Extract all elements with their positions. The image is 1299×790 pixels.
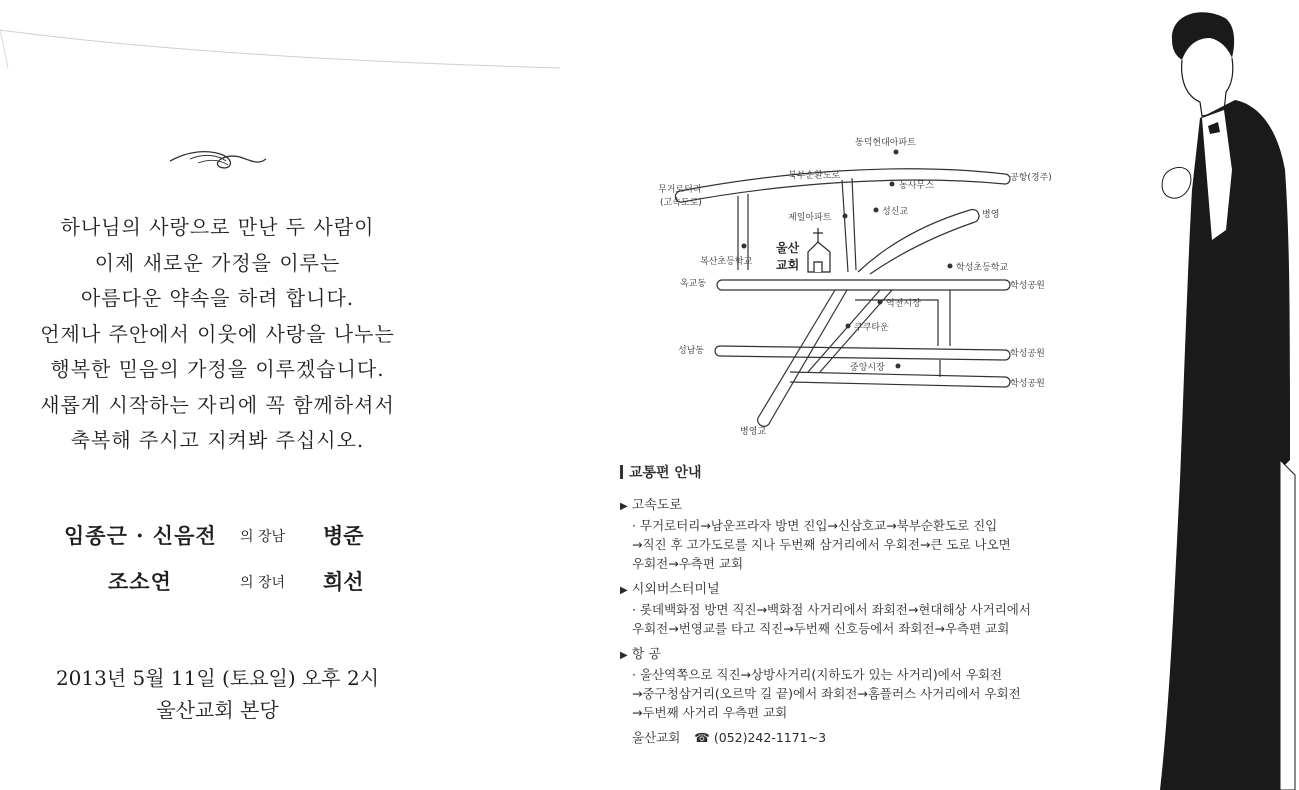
- invitation-verse: [20, 210, 415, 459]
- verse-line: 새롭게 시작하는 자리에 꼭 함께하셔서: [40, 392, 395, 417]
- triangle-bullet-icon: ▶: [620, 501, 628, 512]
- map-label: 제일아파트: [788, 213, 832, 223]
- location-map: [640, 122, 1110, 452]
- map-label: 병영: [982, 210, 1000, 220]
- map-label: 병영교: [740, 427, 767, 437]
- contact-name: 울산교회: [632, 730, 681, 745]
- transport-title: 교통편 안내: [620, 462, 1110, 482]
- ceremony-venue: 울산교회 본당: [156, 698, 279, 722]
- ceremony-datetime: 2013년 5월 11일 (토요일) 오후 2시: [55, 666, 380, 690]
- map-label: 역전시장: [886, 299, 921, 309]
- verse-line: 축복해 주시고 지켜봐 주십시오.: [70, 428, 365, 452]
- groom-name: 병준: [323, 523, 364, 548]
- transport-section-expressway: [620, 494, 1110, 573]
- triangle-bullet-icon: ▶: [620, 585, 628, 596]
- map-label: 성남동: [678, 346, 705, 356]
- map-label: 북부순환도로: [788, 171, 841, 181]
- paper-fold-edge: [0, 0, 560, 70]
- groom-illustration: [1140, 0, 1299, 790]
- verse-line: 언제나 주안에서 이웃에 사랑을 나누는: [40, 321, 395, 346]
- map-label: 무거로터리: [658, 185, 702, 195]
- route-line: · 울산역쪽으로 직진→상방사거리(지하도가 있는 사거리)에서 우회전: [632, 667, 1003, 682]
- church-icon: [808, 228, 830, 272]
- flourish-ornament: [168, 145, 268, 177]
- map-label: 학성초등학교: [956, 263, 1009, 273]
- church-contact: [620, 728, 1110, 746]
- map-label: 공항(경주): [1010, 173, 1052, 183]
- map-label: 성신교: [882, 207, 909, 217]
- route-line: →직진 후 고가도로를 지나 두번째 삼거리에서 우회전→큰 도로 나오면: [632, 537, 1011, 552]
- map-church-label: 울산: [776, 241, 800, 255]
- road-central-market: [790, 372, 1005, 377]
- groom-parents: 임종근 · 신음전: [64, 523, 217, 548]
- map-label: 복산초등학교: [700, 257, 753, 267]
- section-heading: 항 공: [631, 647, 661, 662]
- map-label: 농사무스: [899, 181, 934, 191]
- map-label: (고속도로): [660, 198, 702, 208]
- bride-relation: 의 장녀: [240, 575, 286, 591]
- map-label: 학성공원: [1010, 281, 1045, 291]
- map-label: 학성공원: [1010, 379, 1045, 389]
- contact-phone: (052)242-1171~3: [713, 730, 827, 745]
- road-byeongyeong: [858, 210, 970, 272]
- route-line: →중구청삼거리(오르막 길 끝)에서 좌회전→홈플러스 사거리에서 우회전: [632, 686, 1021, 701]
- route-line: 우회전→우측편 교회: [632, 556, 744, 571]
- section-heading: 시외버스터미널: [631, 582, 720, 597]
- map-label: 옥교동: [680, 279, 707, 289]
- phone-icon: ☎: [694, 730, 710, 745]
- map-label: 쿠쿠타운: [854, 323, 889, 333]
- ceremony-info: [20, 662, 415, 726]
- verse-line: 아름다운 약속을 하려 합니다.: [80, 286, 355, 310]
- bride-name: 희선: [323, 569, 364, 594]
- map-label: 동덕현대아파트: [855, 138, 916, 148]
- verse-line: 하나님의 사랑으로 만난 두 사람이: [60, 215, 375, 239]
- transport-section-bus: [620, 578, 1110, 638]
- section-heading: 고속도로: [631, 498, 682, 513]
- road-church: [842, 180, 848, 272]
- triangle-bullet-icon: ▶: [620, 650, 628, 661]
- route-line: · 롯데백화점 방면 직진→백화점 사거리에서 좌회전→현대해상 사거리에서: [632, 602, 1031, 617]
- route-line: →두번째 사거리 우측편 교회: [632, 705, 788, 720]
- groom-relation: 의 장남: [240, 529, 286, 545]
- bride-family: [40, 566, 400, 606]
- map-label: 학성공원: [1010, 349, 1045, 359]
- road-seongnam: [720, 346, 1005, 350]
- verse-line: 행복한 믿음의 가정을 이루겠습니다.: [50, 357, 385, 381]
- route-line: 우회전→번영교를 타고 직진→두번째 신호등에서 좌회전→우측편 교회: [632, 621, 1010, 636]
- groom-family: [40, 520, 400, 560]
- map-label: 중앙시장: [850, 363, 885, 373]
- verse-line: 이제 새로운 가정을 이루는: [94, 250, 341, 275]
- route-line: · 무거로터리→남운프라자 방면 진입→신삼호교→북부순환도로 진입: [632, 518, 998, 533]
- transport-guide: [620, 462, 1110, 746]
- map-church-label: 교회: [776, 258, 800, 272]
- transport-section-air: [620, 643, 1110, 722]
- bride-parents: 조소연: [108, 569, 172, 594]
